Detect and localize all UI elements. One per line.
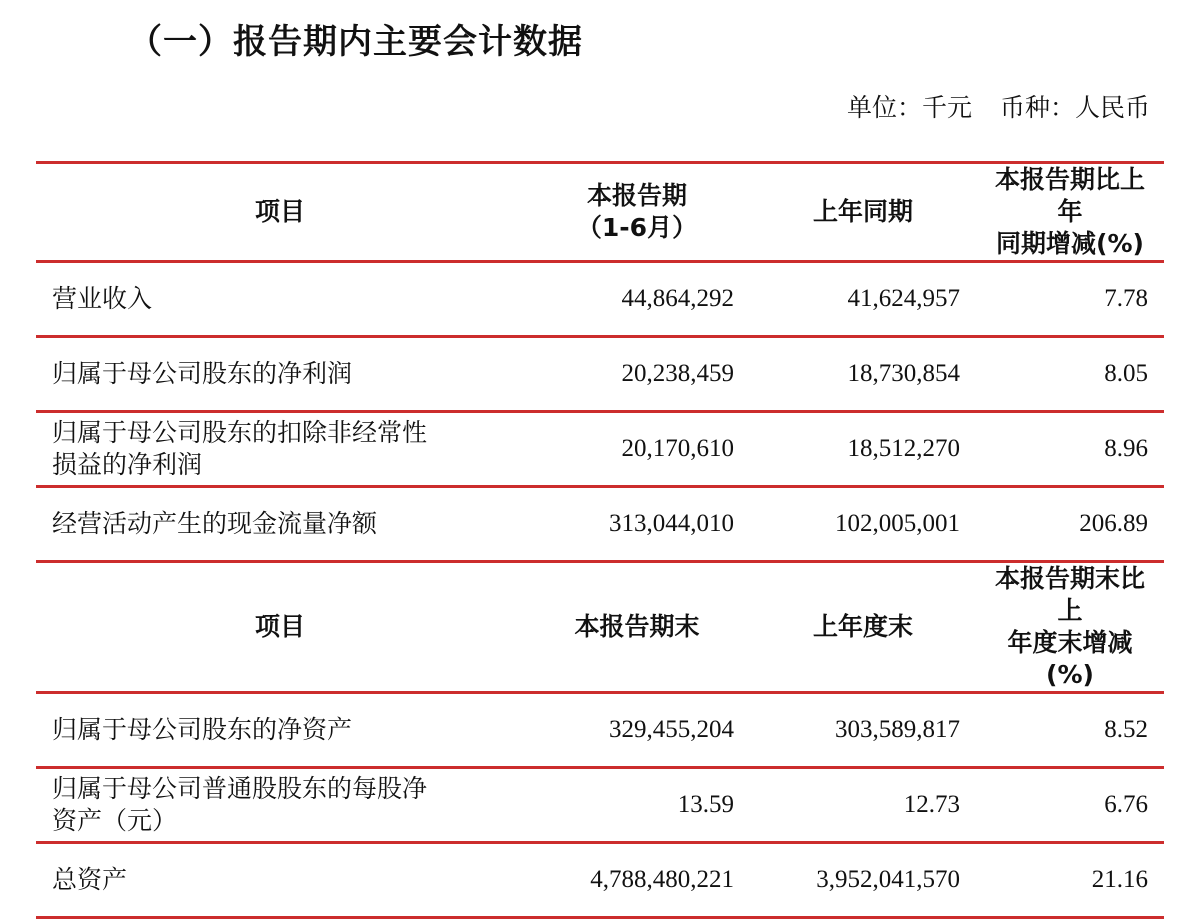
- header-change-line1: 本报告期比上年: [994, 165, 1145, 226]
- row-label-line1: 总资产: [52, 865, 128, 894]
- header-current-line1: 本报告期: [586, 181, 687, 210]
- header-item: 项目: [36, 163, 524, 262]
- currency-label: 币种：人民币: [999, 93, 1150, 122]
- cell-current: 20,238,459: [524, 337, 750, 412]
- key-accounting-data-table: [36, 161, 1164, 919]
- cell-prior: 102,005,001: [750, 487, 976, 562]
- header2-prior-year-end: 上年度末: [750, 562, 976, 693]
- table-header-row-2: [36, 562, 1164, 693]
- table-header-row: [36, 163, 1164, 262]
- row-label-line1: 归属于母公司股东的扣除非经常性: [52, 418, 428, 447]
- row-label-line2: 损益的净利润: [52, 450, 203, 479]
- cell-change: 8.05: [976, 337, 1164, 412]
- row-label-line2: 资产（元）: [52, 806, 178, 835]
- table-row: [36, 487, 1164, 562]
- cell-prior: 18,730,854: [750, 337, 976, 412]
- row-label-line1: 归属于母公司股东的净资产: [52, 715, 353, 744]
- row-label-line1: 归属于母公司普通股股东的每股净: [52, 774, 428, 803]
- cell-current: 20,170,610: [524, 412, 750, 487]
- row-label: [36, 337, 524, 412]
- row-label-line1: 经营活动产生的现金流量净额: [52, 509, 378, 538]
- cell-current: 329,455,204: [524, 693, 750, 768]
- header2-item: 项目: [36, 562, 524, 693]
- cell-prior: 12.73: [750, 768, 976, 843]
- cell-change: 6.76: [976, 768, 1164, 843]
- unit-label: 单位：千元: [846, 93, 972, 122]
- cell-change: 7.78: [976, 262, 1164, 337]
- row-label-line1: 归属于母公司股东的净利润: [52, 359, 353, 388]
- header-prior-period: 上年同期: [750, 163, 976, 262]
- table-row: [36, 768, 1164, 843]
- cell-change: 8.96: [976, 412, 1164, 487]
- header2-change: [976, 562, 1164, 693]
- header2-change-line1: 本报告期末比上: [994, 564, 1145, 625]
- header2-current-period-end: 本报告期末: [524, 562, 750, 693]
- table-row: [36, 412, 1164, 487]
- cell-prior: 41,624,957: [750, 262, 976, 337]
- row-label: [36, 262, 524, 337]
- cell-current: 313,044,010: [524, 487, 750, 562]
- cell-change: 206.89: [976, 487, 1164, 562]
- section-title: （一）报告期内主要会计数据: [128, 22, 583, 62]
- row-label: [36, 412, 524, 487]
- header-change-line2: 同期增减(%): [996, 229, 1144, 258]
- table-row: [36, 337, 1164, 412]
- row-label: [36, 843, 524, 918]
- cell-current: 13.59: [524, 768, 750, 843]
- table-row: [36, 693, 1164, 768]
- row-label: [36, 693, 524, 768]
- row-label: [36, 768, 524, 843]
- row-label-line1: 营业收入: [52, 284, 153, 313]
- cell-change: 8.52: [976, 693, 1164, 768]
- cell-current: 4,788,480,221: [524, 843, 750, 918]
- unit-currency-note: [847, 88, 1150, 124]
- table-row: [36, 843, 1164, 918]
- cell-change: 21.16: [976, 843, 1164, 918]
- cell-prior: 18,512,270: [750, 412, 976, 487]
- header2-change-line2: 年度末增减(%): [1007, 628, 1133, 689]
- header-change: [976, 163, 1164, 262]
- header-current-period: [524, 163, 750, 262]
- cell-prior: 3,952,041,570: [750, 843, 976, 918]
- cell-current: 44,864,292: [524, 262, 750, 337]
- header-current-line2: （1-6月）: [576, 213, 698, 242]
- row-label: [36, 487, 524, 562]
- cell-prior: 303,589,817: [750, 693, 976, 768]
- table-row: [36, 262, 1164, 337]
